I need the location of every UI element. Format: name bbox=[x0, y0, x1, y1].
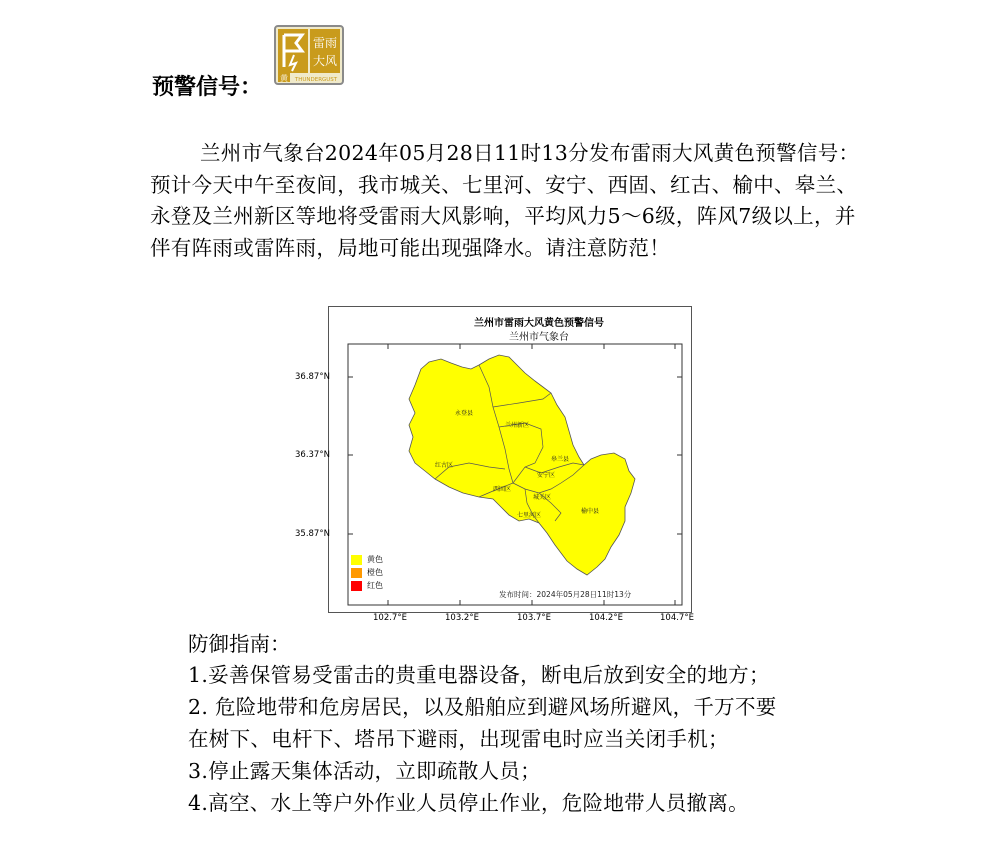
lat-label: 35.87°N bbox=[295, 529, 330, 539]
lat-label: 36.37°N bbox=[295, 450, 330, 460]
icon-level-char: 黄 bbox=[280, 74, 288, 83]
map-subtitle: 兰州市气象台 bbox=[509, 332, 569, 343]
legend-label: 橙色 bbox=[367, 568, 383, 577]
lat-label: 36.87°N bbox=[295, 372, 330, 382]
release-time: 发布时间：2024年05月28日11时13分 bbox=[499, 590, 632, 599]
region-label: 永登县 bbox=[455, 410, 474, 417]
lon-label: 104.2°E bbox=[589, 613, 623, 623]
guide-item: 3.停止露天集体活动，立即疏散人员； bbox=[188, 759, 541, 783]
warning-map bbox=[295, 306, 694, 623]
region-label: 安宁区 bbox=[537, 472, 556, 479]
region-label: 榆中县 bbox=[581, 508, 600, 515]
region-label: 红古区 bbox=[435, 462, 454, 469]
legend-item bbox=[351, 553, 383, 566]
legend-swatch bbox=[351, 568, 362, 578]
icon-line-1: 雷雨 bbox=[312, 36, 338, 50]
legend-item bbox=[351, 579, 383, 592]
region-label: 城关区 bbox=[533, 494, 552, 501]
guide-item: 2. 危险地带和危房居民，以及船舶应到避风场所避风，千万不要 bbox=[188, 695, 777, 719]
map-title: 兰州市雷雨大风黄色预警信号 bbox=[474, 318, 604, 329]
legend-item bbox=[351, 566, 383, 579]
guide-item: 1.妥善保管易受雷击的贵重电器设备，断电后放到安全的地方； bbox=[188, 663, 770, 687]
guide-item: 4.高空、水上等户外作业人员停止作业，危险地带人员撤离。 bbox=[188, 791, 749, 815]
thunderstorm-gale-yellow-icon bbox=[274, 25, 344, 85]
icon-line-2: 大风 bbox=[312, 54, 338, 68]
region-label: 七里河区 bbox=[517, 512, 542, 519]
icon-english: THUNDERGUST bbox=[294, 77, 338, 83]
region-label: 皋兰县 bbox=[551, 456, 570, 463]
warning-paragraph: 兰州市气象台2024年05月28日11时13分发布雷雨大风黄色预警信号：预计今天中午至夜间，我市城关、七里河、安宁、西固、红古、榆中、皋兰、永登及兰州新区等地将受雷雨大风影响，平均风力5～6级，阵风7级以上，并伴有阵雨或雷阵雨，局地可能出现强降水。请注意防范！ bbox=[150, 141, 860, 260]
guide-item: 在树下、电杆下、塔吊下避雨，出现雷电时应当关闭手机； bbox=[188, 727, 729, 751]
lon-label: 104.7°E bbox=[660, 613, 694, 623]
legend-label: 红色 bbox=[367, 581, 383, 590]
region-label: 西固区 bbox=[493, 486, 512, 493]
legend-swatch bbox=[351, 581, 362, 591]
map-canvas bbox=[329, 307, 691, 612]
legend-label: 黄色 bbox=[367, 555, 383, 564]
region-label: 兰州新区 bbox=[505, 422, 530, 429]
legend-swatch bbox=[351, 555, 362, 565]
signal-label: 预警信号： bbox=[152, 75, 263, 100]
lon-label: 103.2°E bbox=[445, 613, 479, 623]
lon-label: 103.7°E bbox=[517, 613, 551, 623]
map-legend bbox=[351, 553, 383, 592]
guide-title: 防御指南： bbox=[188, 632, 291, 656]
lon-label: 102.7°E bbox=[373, 613, 407, 623]
